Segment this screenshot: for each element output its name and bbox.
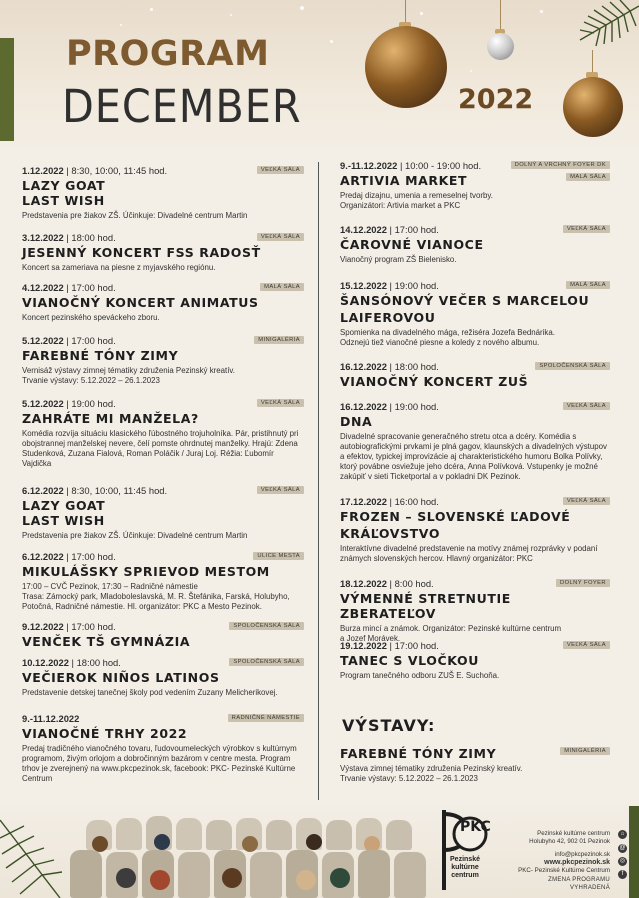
seat <box>250 852 282 898</box>
green-corner-bar <box>629 806 639 898</box>
org-name: Pezinské kultúrne centrum <box>537 830 610 837</box>
title-month: DECEMBER <box>62 80 302 133</box>
event-time: | 8:00 hod. <box>386 578 434 589</box>
event-date: 9.-11.12.2022 <box>22 713 80 724</box>
venue-badge: MINIGALÉRIA <box>254 336 304 344</box>
event-description: Predstavenia pre žiakov ZŠ. Účinkuje: Divadelné centrum Martin <box>22 211 248 220</box>
venue-badge: MINIGALÉRIA <box>560 747 610 755</box>
seat <box>176 818 202 850</box>
venue-badge: VEĽKÁ SÁLA <box>563 497 610 505</box>
person-head <box>116 868 136 888</box>
column-divider <box>318 162 319 802</box>
person-head <box>222 868 242 888</box>
sparkle <box>150 8 153 11</box>
event-time: | 18:00 hod. <box>386 361 439 372</box>
seat <box>70 850 102 898</box>
org-address: Holubyho 42, 902 01 Pezinok <box>529 838 610 845</box>
org-email[interactable]: info@pkcpezinok.sk <box>554 851 610 858</box>
event-date: 5.12.2022 <box>22 335 64 346</box>
seat <box>116 818 142 850</box>
event-description: Predaj dizajnu, umenia a remeselnej tvorby. <box>340 191 493 200</box>
sparkle <box>120 24 122 26</box>
event-title: FAREBNÉ TÓNY ZIMY <box>22 348 179 363</box>
venue-badge-secondary: MALÁ SÁLA <box>566 173 610 181</box>
logo-line: kultúrne <box>451 864 479 871</box>
ornament-string <box>500 0 501 30</box>
event-date: 3.12.2022 <box>22 232 64 243</box>
venue-badge: MALÁ SÁLA <box>260 283 304 291</box>
event-item <box>340 578 610 644</box>
program-change-note: ZMENA PROGRAMU VYHRADENÁ <box>548 877 610 891</box>
event-date: 15.12.2022 <box>340 280 387 291</box>
event-time: | 17:00 hod. <box>386 640 439 651</box>
event-date: 4.12.2022 <box>22 282 64 293</box>
venue-badge: ULICE MESTA <box>253 552 304 560</box>
event-title: ARTIVIA MARKET <box>340 173 468 188</box>
exhibition-title: FAREBNÉ TÓNY ZIMY <box>340 746 497 761</box>
event-time: | 17:00 hod. <box>63 551 116 562</box>
event-title: VÝMENNÉ STRETNUTIE ZBERATEĽOV <box>340 591 511 621</box>
event-item <box>22 621 304 649</box>
seat <box>394 852 426 898</box>
event-description: 17:00 – CVČ Pezinok, 17:30 – Radničné námestie <box>22 582 198 591</box>
event-time: | 17:00 hod. <box>63 621 116 632</box>
event-description-line2: Trvanie výstavy: 5.12.2022 – 26.1.2023 <box>22 376 160 385</box>
ornament-string <box>405 0 406 24</box>
event-title: VEČIEROK NIÑOS LATINOS <box>22 670 220 685</box>
event-title: JESENNÝ KONCERT FSS RADOSŤ <box>22 245 261 260</box>
event-title: ZAHRÁTE MI MANŽELA? <box>22 411 199 426</box>
event-title: FROZEN – SLOVENSKÉ ĽADOVÉ <box>340 509 571 524</box>
gold-ornament-large <box>365 26 447 108</box>
event-date: 6.12.2022 <box>22 551 64 562</box>
event-item <box>340 361 610 389</box>
venue-badge: SPOLOČENSKÁ SÁLA <box>229 658 304 666</box>
event-time: | 19:00 hod. <box>386 280 439 291</box>
person-head <box>296 870 316 890</box>
event-description: Divadelné spracovanie generačného stretu otca a dcéry. Komédia s autobiografickými prvkami je plná gagov, klaunských a divadelných výstupov a efektov, typickej improvizácie aj charakteristického humoru Bolka Polívky, ktorý povábne osviežuje jeho dcéra, Anna Polívková. Vstupenky je možné zakúpiť v sieti Ticketportal a v pokladni DK Pezinok. <box>340 432 607 481</box>
title-year: 2022 <box>458 84 534 115</box>
venue-badge: VEĽKÁ SÁLA <box>257 166 304 174</box>
event-item <box>22 165 304 221</box>
event-item <box>22 282 304 323</box>
event-title: TANEC S VLOČKOU <box>340 653 480 668</box>
seat <box>266 820 292 850</box>
event-description: Predstavenia pre žiakov ZŠ. Účinkuje: Divadelné centrum Martin <box>22 531 248 540</box>
venue-badge: VEĽKÁ SÁLA <box>257 399 304 407</box>
venue-badge: VEĽKÁ SÁLA <box>563 402 610 410</box>
person-head <box>154 834 170 850</box>
event-title-line2: KRÁĽOVSTVO <box>340 526 441 541</box>
seat <box>206 820 232 850</box>
event-title: VENČEK TŠ GYMNÁZIA <box>22 634 191 649</box>
event-description: Predstavenie detskej tanečnej školy pod vedením Zuzany Melicherikovej. <box>22 688 278 697</box>
event-title: VIANOČNÉ TRHY 2022 <box>22 726 188 741</box>
event-date: 9.12.2022 <box>22 621 64 632</box>
event-date: 1.12.2022 <box>22 165 64 176</box>
sparkle <box>300 6 304 10</box>
event-date: 16.12.2022 <box>340 401 387 412</box>
person-head <box>242 836 258 852</box>
org-website[interactable]: www.pkcpezinok.sk <box>544 859 610 866</box>
venue-badge: MALÁ SÁLA <box>566 281 610 289</box>
sparkle <box>230 14 232 16</box>
event-date: 10.12.2022 <box>22 657 69 668</box>
logo-letters: PKC <box>460 819 491 835</box>
event-item <box>22 551 304 612</box>
event-time: | 16:00 hod. <box>386 496 439 507</box>
event-item <box>340 401 610 482</box>
event-item <box>340 640 610 681</box>
event-item <box>22 485 304 541</box>
event-description: Predaj tradičného vianočného tovaru, ľudovoumeleckých výrobkov s kultúrnym programom, živým orlojom a dobročinným bazárom v centre mesta. Program trhov je zverejnený na www.pkcpezinok.sk, facebook: PKC- Pezinské Kultúrne Centrum <box>22 744 297 783</box>
event-title: VIANOČNÝ KONCERT ZUŠ <box>340 374 529 389</box>
event-title: DNA <box>340 414 373 429</box>
event-date: 6.12.2022 <box>22 485 64 496</box>
logo-caption <box>440 856 490 880</box>
event-description-line2: Odznejú tiež vianočné piesne a koledy z nového albumu. <box>340 338 540 347</box>
exhibitions-heading: VÝSTAVY: <box>342 716 436 735</box>
event-description: Vianočný program ZŠ Bielenisko. <box>340 255 457 264</box>
event-item <box>22 232 304 273</box>
venue-badge: SPOLOČENSKÁ SÁLA <box>229 622 304 630</box>
event-date: 16.12.2022 <box>340 361 387 372</box>
event-time: | 17:00 hod. <box>386 224 439 235</box>
event-time: | 10:00 - 19:00 hod. <box>397 160 482 171</box>
event-item <box>340 496 610 564</box>
event-title: MIKULÁŠSKY SPRIEVOD MESTOM <box>22 564 270 579</box>
event-date: 18.12.2022 <box>340 578 387 589</box>
sparkle <box>420 12 423 15</box>
event-time: | 18:00 hod. <box>63 232 116 243</box>
globe-icon[interactable]: ◎ <box>619 858 626 864</box>
event-item <box>22 657 304 698</box>
sparkle <box>470 70 472 72</box>
event-title-line2: LAIFEROVOU <box>340 310 436 325</box>
event-time: | 18:00 hod. <box>68 657 121 668</box>
event-item <box>22 335 304 386</box>
seat <box>358 850 390 898</box>
venue-badge: VEĽKÁ SÁLA <box>257 486 304 494</box>
home-icon[interactable]: ⌂ <box>618 830 627 839</box>
event-title: LAZY GOAT <box>22 178 106 193</box>
fir-branch-icon <box>0 790 70 898</box>
venue-badge: VEĽKÁ SÁLA <box>257 233 304 241</box>
gold-ornament-small <box>563 77 623 137</box>
event-date: 9.-11.12.2022 <box>340 160 398 171</box>
organization-info <box>510 830 610 892</box>
event-description: Vernisáž výstavy zimnej tématiky združenia Pezinský kreatív. <box>22 366 235 375</box>
event-description-line2: Trasa: Zámocký park, Mladoboleslavská, M. R. Štefánika, Farská, Holubyho, Potočná, Radničné námestie. Hl. organizátor: PKC a Mesto Pezinok. <box>22 592 290 611</box>
event-description-line2: Organizátori: Artivia market a PKC <box>340 201 461 210</box>
silver-ornament <box>487 33 514 60</box>
event-date: 5.12.2022 <box>22 398 64 409</box>
seat <box>386 820 412 850</box>
event-time: | 8:30, 10:00, 11:45 hod. <box>63 485 168 496</box>
event-time: | 17:00 hod. <box>63 282 116 293</box>
person-head <box>330 868 350 888</box>
event-date: 14.12.2022 <box>340 224 387 235</box>
event-title: ŠANSÓNOVÝ VEČER S MARCELOU <box>340 293 590 308</box>
venue-badge: RADNIČNÉ NÁMESTIE <box>228 714 304 722</box>
venue-badge: SPOLOČENSKÁ SÁLA <box>535 362 610 370</box>
event-description-line2: a Jozef Morávek. <box>340 634 401 643</box>
event-description: Komédia rozvíja situáciu klasického ľúbostného trojuholníka. Pár, pristihnutý pri obojstrannej manželskej nevere, čelí pomste ohrdnutej manželky. Hrajú: Zdena Studenková, Zuzana Fialová, Roman Poláčik / Juraj Loj. Réžia: Ľubomír Vajdička <box>22 429 299 468</box>
exhibition-item <box>340 745 610 784</box>
exhibition-description-line2: Trvanie výstavy: 5.12.2022 – 26.1.2023 <box>340 774 478 783</box>
event-description: Interaktívne divadelné predstavenie na motívy známej rozprávky v podaní známych slovenských hercov. Hlavný organizátor: PKC <box>340 544 598 563</box>
sparkle <box>330 40 333 43</box>
event-item <box>340 224 610 265</box>
event-item <box>340 280 610 348</box>
logo-line: centrum <box>451 872 479 879</box>
event-item <box>22 713 304 784</box>
event-title-line2: LAST WISH <box>22 513 105 528</box>
venue-badge: VEĽKÁ SÁLA <box>563 225 610 233</box>
event-date: 17.12.2022 <box>340 496 387 507</box>
event-title: ČAROVNÉ VIANOCE <box>340 237 484 252</box>
title-program: PROGRAM <box>66 34 270 74</box>
event-time: | 8:30, 10:00, 11:45 hod. <box>63 165 168 176</box>
venue-badge: DOLNÝ A VRCHNÝ FOYER DK <box>511 161 610 169</box>
venue-badge: DOLNÝ FOYER <box>556 579 610 587</box>
email-icon[interactable]: @ <box>619 845 626 851</box>
event-item <box>340 160 610 211</box>
accent-bar <box>0 38 14 141</box>
event-description: Burza mincí a známok. Organizátor: Pezinské kultúrne centrum <box>340 624 562 633</box>
event-title-line2: LAST WISH <box>22 193 105 208</box>
person-head <box>306 834 322 850</box>
venue-badge: VEĽKÁ SÁLA <box>563 641 610 649</box>
event-date: 19.12.2022 <box>340 640 387 651</box>
logo-line: Pezinské <box>450 856 480 863</box>
event-description: Program tanečného odboru ZUŠ E. Suchoňa. <box>340 671 500 680</box>
event-time: | 19:00 hod. <box>386 401 439 412</box>
event-time: | 19:00 hod. <box>63 398 116 409</box>
person-head <box>150 870 170 890</box>
exhibition-description: Výstava zimnej tématiky združenia Pezinský kreatív. <box>340 764 523 773</box>
seat <box>326 820 352 850</box>
event-time: | 17:00 hod. <box>63 335 116 346</box>
seat <box>178 852 210 898</box>
event-description: Koncert pezinského speváckeho zboru. <box>22 313 160 322</box>
event-description: Spomienka na divadelného mága, režiséra Jozefa Bednárika. <box>340 328 555 337</box>
event-title: LAZY GOAT <box>22 498 106 513</box>
facebook-icon[interactable]: f <box>618 870 627 879</box>
fir-branch-icon <box>540 0 639 75</box>
event-description: Koncert sa zameriava na piesne z myjavského regiónu. <box>22 263 216 272</box>
event-item <box>22 398 304 469</box>
event-title: VIANOČNÝ KONCERT ANIMATUS <box>22 295 259 310</box>
org-facebook[interactable]: PKC- Pezinské Kultúrne Centrum <box>518 867 610 874</box>
